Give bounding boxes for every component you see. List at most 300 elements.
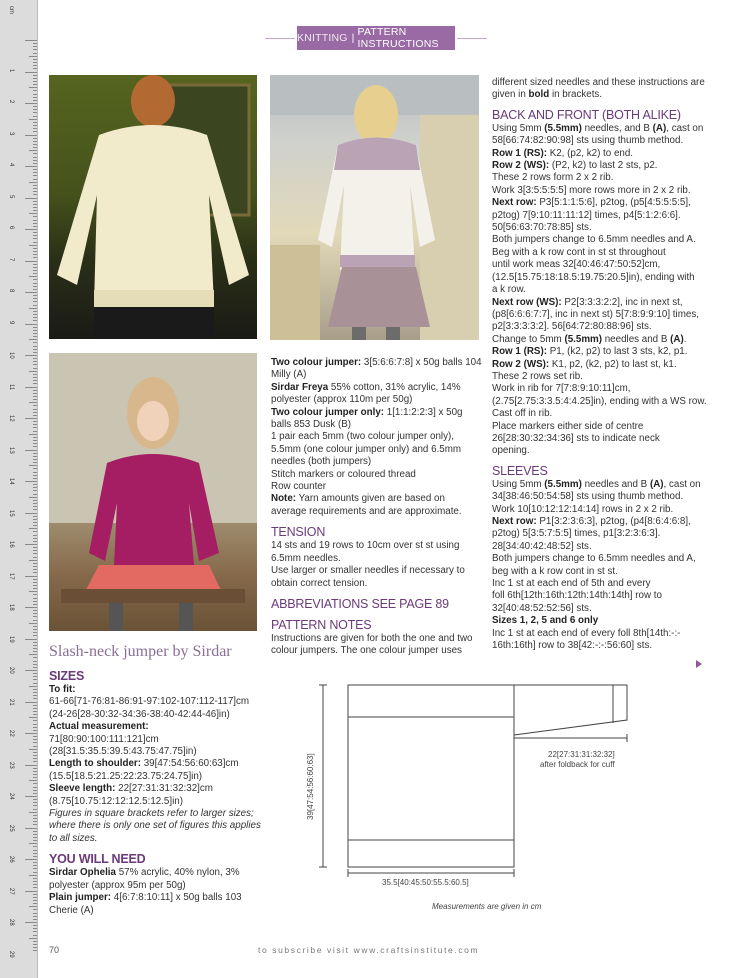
ruler-tick	[33, 175, 37, 176]
instruction-line: Next row: P1[3:2:3:6:3], p2tog, (p4[8:6:4:6:8],	[492, 516, 691, 527]
ruler-tick	[33, 645, 37, 646]
ruler-tick	[33, 840, 37, 841]
ruler-tick	[33, 853, 37, 854]
ruler-tick	[33, 141, 37, 142]
ruler-tick	[33, 620, 37, 621]
ruler-tick	[33, 78, 37, 79]
sleeve-length-label: 22[27:31:31:32:32]	[548, 750, 615, 759]
ruler-tick	[33, 494, 37, 495]
ruler-tick	[33, 720, 37, 721]
width-label: 35.5[40:45:50:55.5:60.5]	[382, 878, 469, 887]
ruler-tick	[33, 342, 37, 343]
ruler-tick	[33, 364, 37, 365]
ruler-tick	[33, 525, 37, 526]
instruction-line: These 2 rows set rib.	[492, 370, 583, 382]
ruler-number: 11	[8, 383, 14, 390]
ruler-tick	[33, 462, 37, 463]
ruler-tick	[33, 138, 37, 139]
ruler-tick	[33, 887, 37, 888]
ruler-tick	[33, 730, 37, 731]
ruler-tick	[33, 112, 37, 113]
ruler-tick	[33, 153, 37, 154]
ruler-number: 19	[8, 635, 14, 643]
ruler-tick	[33, 865, 37, 866]
ruler-tick	[33, 758, 37, 759]
ruler-tick	[33, 128, 37, 129]
ruler-tick	[33, 191, 37, 192]
ruler-tick	[33, 317, 37, 318]
ruler-tick	[33, 683, 37, 684]
ruler-tick	[33, 412, 37, 413]
ruler-tick	[33, 727, 37, 728]
ruler-tick	[25, 135, 37, 136]
ruler-tick	[33, 188, 37, 189]
ruler-tick	[33, 399, 37, 400]
ruler-tick	[33, 585, 37, 586]
ruler-tick	[33, 598, 37, 599]
ruler-number: 2	[8, 100, 14, 104]
ruler-tick	[33, 393, 37, 394]
yarn2-name: Sirdar Freya	[271, 381, 329, 393]
ruler-tick	[33, 648, 37, 649]
pattern-notes-text: Instructions are given for both the one and two colour jumpers. The one colour jumper uses	[271, 632, 473, 657]
ruler-tick	[29, 938, 37, 939]
sleeve-outline	[514, 685, 627, 735]
instruction-line: Row 2 (WS): K1, p2, (k2, p2) to last st, k1.	[492, 358, 677, 370]
ruler-tick	[33, 834, 37, 835]
actual-in: (28[31.5:35.5:39.5:43.75:47.75]in)	[49, 746, 197, 758]
ruler-tick	[33, 900, 37, 901]
tension-heading: TENSION	[271, 525, 326, 540]
ruler-tick	[25, 481, 37, 482]
ruler-tick	[33, 472, 37, 473]
instruction-line: (p8[6:6:6:7:7], inc in next st) 5[7:8:9:9:10] times,	[492, 308, 699, 320]
ruler-tick	[33, 235, 37, 236]
ruler-tick	[33, 881, 37, 882]
ruler-tick	[25, 576, 37, 577]
ruler-tick	[33, 238, 37, 239]
ruler-tick	[33, 336, 37, 337]
ruler-tick	[33, 824, 37, 825]
ruler-tick	[33, 251, 37, 252]
ruler-tick	[33, 298, 37, 299]
ruler-tick	[33, 201, 37, 202]
instruction-line: 58[66:74:82:90:98] sts using thumb method.	[492, 135, 684, 147]
ruler-tick	[33, 311, 37, 312]
to-fit-in: (24-26[28-30:32-34:36-38:40-42:44-46]in)	[49, 708, 230, 720]
ruler-number: 10	[8, 352, 14, 359]
instruction-line: (12.5[15.75:18:18.5:19.75:20.5]in), ending with	[492, 271, 695, 283]
ruler-tick	[33, 254, 37, 255]
yarn2-desc: 55% cotton, 31% acrylic, 14% polyester (approx 110m per 50g)	[271, 381, 461, 406]
page-number: 70	[49, 945, 60, 955]
ruler-tick	[29, 245, 37, 246]
ruler-number: 27	[8, 887, 14, 895]
sizes-heading: SIZES	[49, 669, 85, 683]
instruction-line: (2.75[2.75:3:3.5:4:4.25]in), ending with a WS row.	[492, 395, 707, 407]
instruction-line: Beg with a k row cont in st st throughout	[492, 246, 666, 258]
ruler-tick	[33, 157, 37, 158]
ruler-tick	[33, 232, 37, 233]
ruler-tick	[33, 503, 37, 504]
ruler-tick	[33, 831, 37, 832]
ruler-tick	[33, 257, 37, 258]
ruler-tick	[25, 796, 37, 797]
ruler-tick	[29, 875, 37, 876]
instruction-line: p2tog) 7[9:10:11:11:12] times, p4[5:1:2:6:6].	[492, 209, 681, 221]
to-fit-label: To fit:	[49, 684, 76, 695]
ruler-tick	[33, 739, 37, 740]
ruler-number: 12	[8, 415, 14, 422]
photo-back-view-jumper	[49, 75, 257, 339]
ruler-tick	[29, 339, 37, 340]
ruler-tick	[33, 207, 37, 208]
ruler-tick	[33, 541, 37, 542]
instruction-line: 26[28:30:32:34:36] sts to indicate neck	[492, 432, 660, 444]
ruler-tick	[33, 950, 37, 951]
ruler-tick	[33, 689, 37, 690]
ruler-number: 6	[8, 226, 14, 230]
ruler-tick	[33, 673, 37, 674]
ruler-tick	[33, 742, 37, 743]
ruler-tick	[33, 868, 37, 869]
ruler-tick	[25, 261, 37, 262]
ruler-tick	[33, 226, 37, 227]
ruler-tick	[33, 490, 37, 491]
ruler-number: 15	[8, 509, 14, 517]
ruler-number: 18	[8, 604, 14, 611]
instruction-line: Place markers either side of centre	[492, 420, 644, 432]
ruler-tick	[25, 891, 37, 892]
cont-text: different sized needles and these instructions are given in	[492, 77, 705, 101]
instruction-line: foll 6th[12th:16th:12th:14th:14th] row to	[492, 590, 662, 602]
ruler-tick	[33, 705, 37, 706]
ruler-tick	[33, 43, 37, 44]
actual-label: Actual measurement:	[49, 721, 149, 733]
ruler-tick	[33, 755, 37, 756]
ruler-tick	[25, 418, 37, 419]
ruler-tick	[33, 270, 37, 271]
two-colour-only-value: 1[1:1:2:2:3] x 50g balls 853 Dusk (B)	[271, 406, 463, 431]
left-column	[49, 669, 261, 917]
ruler-tick	[33, 84, 37, 85]
continue-arrow-icon	[696, 660, 702, 668]
ruler-number: 16	[8, 541, 14, 548]
ruler-tick	[33, 547, 37, 548]
ruler-tick	[25, 355, 37, 356]
ruler-tick	[33, 267, 37, 268]
sleeve-in: (8.75[10.75:12:12:12.5:12.5]in)	[49, 795, 183, 807]
ruler-tick	[33, 944, 37, 945]
ruler-tick	[33, 531, 37, 532]
ruler-tick	[33, 100, 37, 101]
ruler-tick	[33, 97, 37, 98]
ruler-tick	[33, 456, 37, 457]
ruler-tick	[33, 204, 37, 205]
ruler-tick	[29, 686, 37, 687]
ruler-tick	[33, 935, 37, 936]
ruler-tick	[29, 654, 37, 655]
ruler-tick	[33, 346, 37, 347]
ruler-tick	[33, 125, 37, 126]
ruler-tick	[33, 286, 37, 287]
ruler-tick	[33, 333, 37, 334]
ruler-tick	[33, 327, 37, 328]
ruler-tick	[33, 459, 37, 460]
instruction-line: Inc 1 st at each end of every foll 8th[14th:-:-	[492, 627, 681, 639]
sizes-note: Figures in square brackets refer to larger sizes; where there is only one set of figures this applies to all sizes.	[49, 808, 261, 844]
ruler-tick	[33, 358, 37, 359]
ruler-tick	[33, 424, 37, 425]
instruction-line: Row 1 (RS): K2, (p2, k2) to end.	[492, 147, 634, 159]
ruler-tick	[33, 897, 37, 898]
ruler-tick	[25, 733, 37, 734]
height-label: 39[47:54:56:60:63]	[306, 753, 315, 820]
ruler-tick	[33, 147, 37, 148]
ruler-tick	[25, 103, 37, 104]
plain-jumper-value: 4[6:7:8:10:11] x 50g balls 103 Cherie (A)	[49, 892, 242, 916]
abbreviations-heading: ABBREVIATIONS SEE PAGE 89	[271, 596, 449, 611]
ruler-tick	[25, 450, 37, 451]
instruction-line: 34[38:46:50:54:58] sts using thumb method.	[492, 491, 684, 503]
ruler-tick	[33, 771, 37, 772]
ruler-tick	[33, 679, 37, 680]
ruler-number: 20	[8, 667, 14, 674]
ruler-tick	[33, 676, 37, 677]
photo-two-colour-jumper	[270, 75, 479, 340]
ruler-tick	[33, 242, 37, 243]
ruler-tick	[33, 588, 37, 589]
ruler-tick	[33, 475, 37, 476]
ruler-tick	[25, 513, 37, 514]
pattern-caption: Slash-neck jumper by Sirdar	[49, 643, 232, 660]
instruction-line: p2[3:3:3:3:2]. 56[64:72:80:88:96] sts.	[492, 321, 652, 333]
ruler-tick	[33, 594, 37, 595]
ruler-tick	[33, 856, 37, 857]
ruler-tick	[33, 59, 37, 60]
ruler-number: 1	[8, 68, 14, 72]
ruler-tick	[29, 150, 37, 151]
ruler-tick	[33, 49, 37, 50]
ruler-tick	[33, 289, 37, 290]
ruler-tick	[33, 783, 37, 784]
ruler-tick	[33, 415, 37, 416]
ruler-tick	[33, 390, 37, 391]
ruler-tick	[33, 131, 37, 132]
instruction-line: opening.	[492, 445, 530, 457]
ruler-tick	[33, 651, 37, 652]
ruler-number: 4	[8, 163, 14, 167]
ruler-tick	[33, 368, 37, 369]
ruler-tick	[33, 909, 37, 910]
ruler-tick	[33, 850, 37, 851]
ruler-tick	[25, 702, 37, 703]
ruler-tick	[33, 818, 37, 819]
header-rule-right	[457, 38, 487, 39]
ruler-tick	[33, 160, 37, 161]
instruction-line: 28[34:40:42:48:52] sts.	[492, 540, 592, 552]
ruler-tick	[25, 765, 37, 766]
ruler-tick	[33, 65, 37, 66]
ruler-tick	[33, 248, 37, 249]
ruler-tick	[33, 821, 37, 822]
ruler-tick	[33, 664, 37, 665]
ruler-tick	[33, 805, 37, 806]
ruler-tick	[33, 295, 37, 296]
measurement-diagram	[305, 680, 645, 892]
ruler-tick	[33, 809, 37, 810]
ruler-tick	[33, 509, 37, 510]
ruler-tick	[33, 610, 37, 611]
instruction-line: Both jumpers change to 6.5mm needles and A.	[492, 234, 696, 246]
ruler-tick	[29, 276, 37, 277]
yarn-note-label: Note:	[271, 493, 297, 505]
ruler-tick	[33, 579, 37, 580]
tension-text-2: Use larger or smaller needles if necessary to obtain correct tension.	[271, 565, 465, 589]
sleeve-value: 22[27:31:31:32:32]cm	[118, 783, 213, 795]
you-will-need-heading: YOU WILL NEED	[49, 852, 146, 867]
plain-jumper-label: Plain jumper:	[49, 892, 112, 904]
ruler-tick	[29, 717, 37, 718]
ruler-tick	[33, 799, 37, 800]
header-title: PATTERN INSTRUCTIONS	[357, 26, 439, 50]
markers-text: Stitch markers or coloured thread	[271, 468, 416, 480]
ruler-tick	[33, 478, 37, 479]
ruler-tick	[33, 223, 37, 224]
ruler-tick	[33, 320, 37, 321]
ruler-tick	[29, 591, 37, 592]
ruler-tick	[33, 790, 37, 791]
ruler-tick	[33, 279, 37, 280]
ruler-tick	[33, 642, 37, 643]
section-header	[297, 26, 455, 50]
counter-text: Row counter	[271, 481, 326, 493]
ruler-tick	[33, 884, 37, 885]
ruler-tick	[33, 752, 37, 753]
ruler-tick	[33, 116, 37, 117]
ruler-tick	[33, 68, 37, 69]
ruler-tick	[33, 761, 37, 762]
ruler-number: 3	[8, 131, 14, 135]
instruction-line: until work meas 32[40:46:47:50:52]cm,	[492, 259, 661, 271]
ruler-number: 13	[8, 446, 14, 454]
ruler-tick	[33, 661, 37, 662]
ruler-tick	[33, 925, 37, 926]
ruler-tick	[29, 497, 37, 498]
ruler-tick	[33, 698, 37, 699]
ruler-tick	[33, 711, 37, 712]
ruler-tick	[33, 283, 37, 284]
actual-value: 71[80:90:100:111:121]cm	[49, 733, 159, 745]
ruler-tick	[33, 878, 37, 879]
ruler-tick	[33, 657, 37, 658]
ruler-number: 9	[8, 320, 14, 324]
ruler-tick	[25, 828, 37, 829]
yarn1-desc: 57% acrylic, 40% nylon, 3% polyester (approx 95m per 50g)	[49, 867, 240, 891]
ruler-tick	[33, 519, 37, 520]
ruler-tick	[33, 216, 37, 217]
ruler-tick	[33, 377, 37, 378]
ruler-tick	[33, 440, 37, 441]
diagram-caption: Measurements are given in cm	[432, 902, 542, 911]
ruler-tick	[33, 947, 37, 948]
ruler-tick	[33, 626, 37, 627]
ruler-tick	[33, 815, 37, 816]
instruction-line: Both jumpers change to 6.5mm needles and A,	[492, 553, 696, 565]
ruler-tick	[33, 724, 37, 725]
instruction-line: Next row: P3[5:1:1:5:6], p2tog, (p5[4:5:5:5:5],	[492, 197, 691, 209]
instruction-line: 50[56:63:70:78:85] sts.	[492, 222, 592, 234]
ruler-tick	[33, 468, 37, 469]
ruler-tick	[33, 409, 37, 410]
ruler-tick	[33, 122, 37, 123]
instruction-line: Work 10[10:12:12:14:14] rows in 2 x 2 rib.	[492, 503, 674, 515]
ruler-tick	[25, 198, 37, 199]
ruler-tick	[33, 522, 37, 523]
ruler-tick	[33, 566, 37, 567]
ruler-tick	[25, 292, 37, 293]
ruler-tick	[29, 843, 37, 844]
ruler-tick	[33, 629, 37, 630]
instruction-line: Inc 1 st at each end of 5th and every	[492, 578, 651, 590]
ruler-tick	[33, 273, 37, 274]
instruction-line: Work in rib for 7[7:8:9:10:11]cm,	[492, 383, 631, 395]
ruler-number: 14	[8, 478, 14, 485]
ruler-tick	[33, 616, 37, 617]
instruction-line: Change to 5mm (5.5mm) needles and B (A).	[492, 333, 687, 345]
ruler-tick	[33, 94, 37, 95]
ruler-number: 17	[8, 572, 14, 580]
ruler-tick	[33, 862, 37, 863]
ruler-tick	[33, 563, 37, 564]
ruler-tick	[29, 308, 37, 309]
ruler-number: 21	[8, 698, 14, 706]
ruler-tick	[33, 777, 37, 778]
sleeve-label: Sleeve length:	[49, 783, 116, 795]
ruler-tick	[33, 793, 37, 794]
ruler-tick	[25, 324, 37, 325]
header-rule-left	[265, 38, 295, 39]
ruler-tick	[33, 396, 37, 397]
instruction-line: Sizes 1, 2, 5 and 6 only	[492, 615, 599, 627]
instruction-line: Row 1 (RS): P1, (k2, p2) to last 3 sts, k2, p1.	[492, 346, 688, 358]
ruler-tick	[33, 169, 37, 170]
cont-bold: bold	[528, 89, 550, 101]
ruler-tick	[33, 405, 37, 406]
ruler-tick	[33, 632, 37, 633]
back-front-heading: BACK AND FRONT (BOTH ALIKE)	[492, 107, 681, 122]
ruler-tick	[29, 780, 37, 781]
ruler-tick	[29, 213, 37, 214]
ruler-tick	[33, 179, 37, 180]
back-front-instructions	[492, 123, 707, 458]
instruction-line: 32[40:48:52:52:56] sts.	[492, 602, 592, 614]
ruler-number: 24	[8, 793, 14, 800]
ruler-tick	[33, 374, 37, 375]
to-fit-cm: 61-66[71-76:81-86:91-97:102-107:112-117]cm	[49, 696, 250, 708]
photo-girl-jumper	[49, 353, 257, 631]
ruler-tick	[25, 544, 37, 545]
ruler-tick	[33, 210, 37, 211]
ruler-tick	[33, 220, 37, 221]
cont-end: in brackets.	[551, 89, 603, 101]
ruler-tick	[25, 859, 37, 860]
ruler-tick	[29, 371, 37, 372]
tension-text: 14 sts and 19 rows to 10cm over st st using 6.5mm needles.	[271, 540, 460, 564]
ruler-tick	[33, 553, 37, 554]
ruler-tick	[33, 931, 37, 932]
ruler-tick	[33, 667, 37, 668]
